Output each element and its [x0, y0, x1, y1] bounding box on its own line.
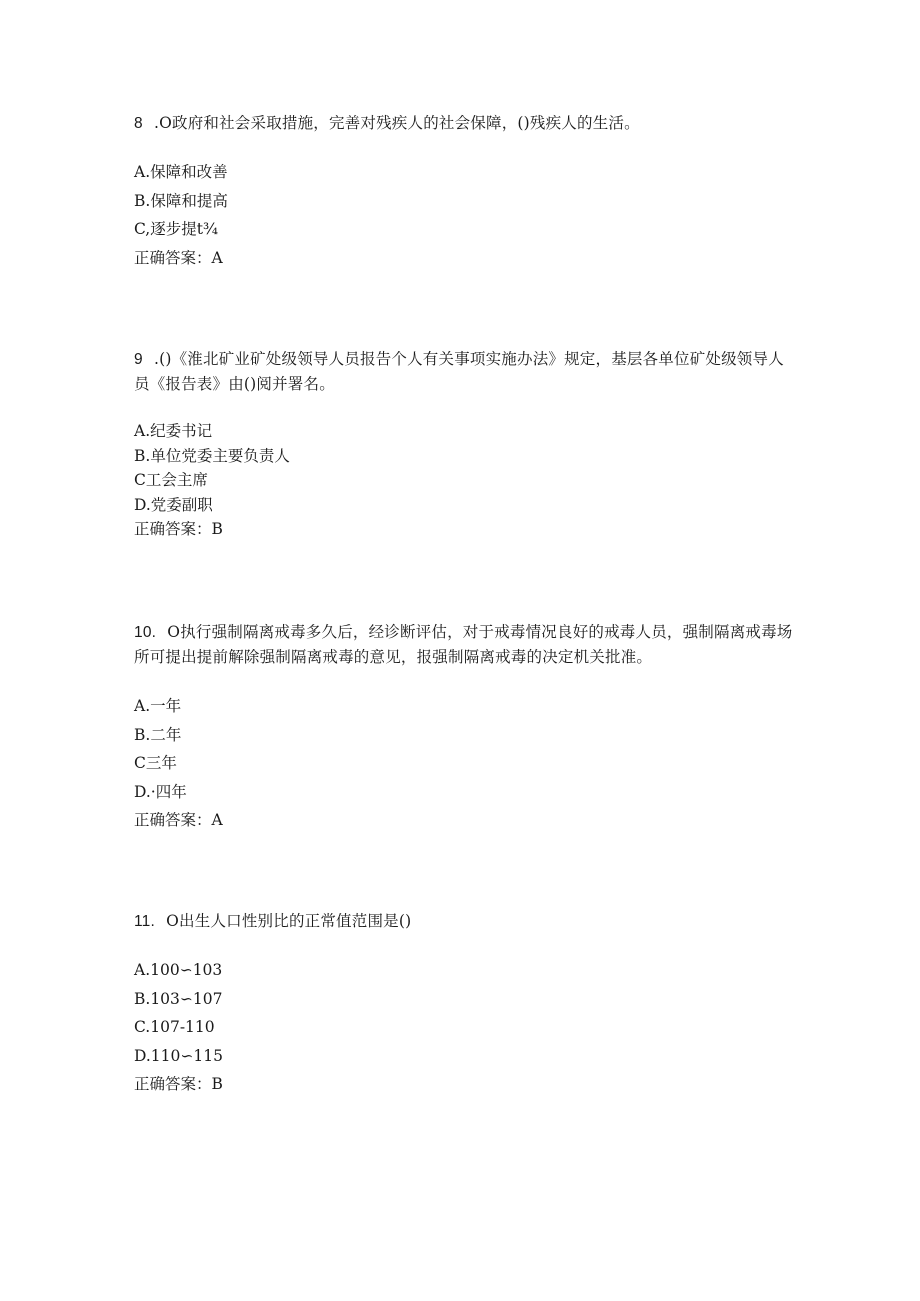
option-d: D.·四年 [134, 782, 187, 801]
option-c: C三年 [134, 754, 177, 772]
question-text: .()《淮北矿业矿处级领导人员报告个人有关事项实施办法》规定，基层各单位矿处级领导人员《报告表》由()阅并署名。 [134, 350, 784, 393]
question-10 [134, 620, 794, 835]
question-text: O出生人口性别比的正常值范围是() [166, 912, 412, 930]
option-a: A.100∽103 [134, 961, 223, 979]
question-number: 9 [134, 351, 143, 368]
option-a: A.纪委书记 [134, 422, 213, 440]
question-stem [134, 347, 794, 397]
question-text: .O政府和社会采取措施，完善对残疾人的社会保障，()残疾人的生活。 [153, 114, 640, 132]
question-number: 11. [134, 913, 155, 930]
correct-answer: 正确答案：A [134, 811, 223, 829]
option-b: B.单位党委主要负责人 [134, 446, 290, 465]
question-stem [134, 909, 794, 934]
question-number: 10. [134, 624, 157, 641]
question-stem [134, 620, 794, 670]
option-b: B.二年 [134, 725, 182, 744]
question-number: 8 [134, 115, 143, 132]
option-b: B.103∽107 [134, 989, 223, 1008]
question-stem [134, 111, 794, 136]
option-c: C.107-110 [134, 1018, 215, 1036]
option-c: C工会主席 [134, 471, 208, 489]
option-a: A.一年 [134, 697, 182, 715]
option-d: D.党委副职 [134, 495, 213, 514]
question-text: O执行强制隔离戒毒多久后，经诊断评估，对于戒毒情况良好的戒毒人员，强制隔离戒毒场所可提出提前解除强制隔离戒毒的意见，报强制隔离戒毒的决定机关批准。 [134, 623, 793, 666]
correct-answer: 正确答案：A [134, 248, 223, 267]
correct-answer: 正确答案：B [134, 1075, 223, 1093]
option-c: C,逐步提t¾ [134, 220, 218, 238]
option-d: D.110∽115 [134, 1046, 223, 1065]
question-11 [134, 909, 794, 1099]
option-b: B.保障和提高 [134, 191, 228, 210]
correct-answer: 正确答案：B [134, 520, 223, 538]
question-8 [134, 111, 794, 272]
question-9 [134, 347, 794, 542]
option-a: A.保障和改善 [134, 163, 228, 181]
